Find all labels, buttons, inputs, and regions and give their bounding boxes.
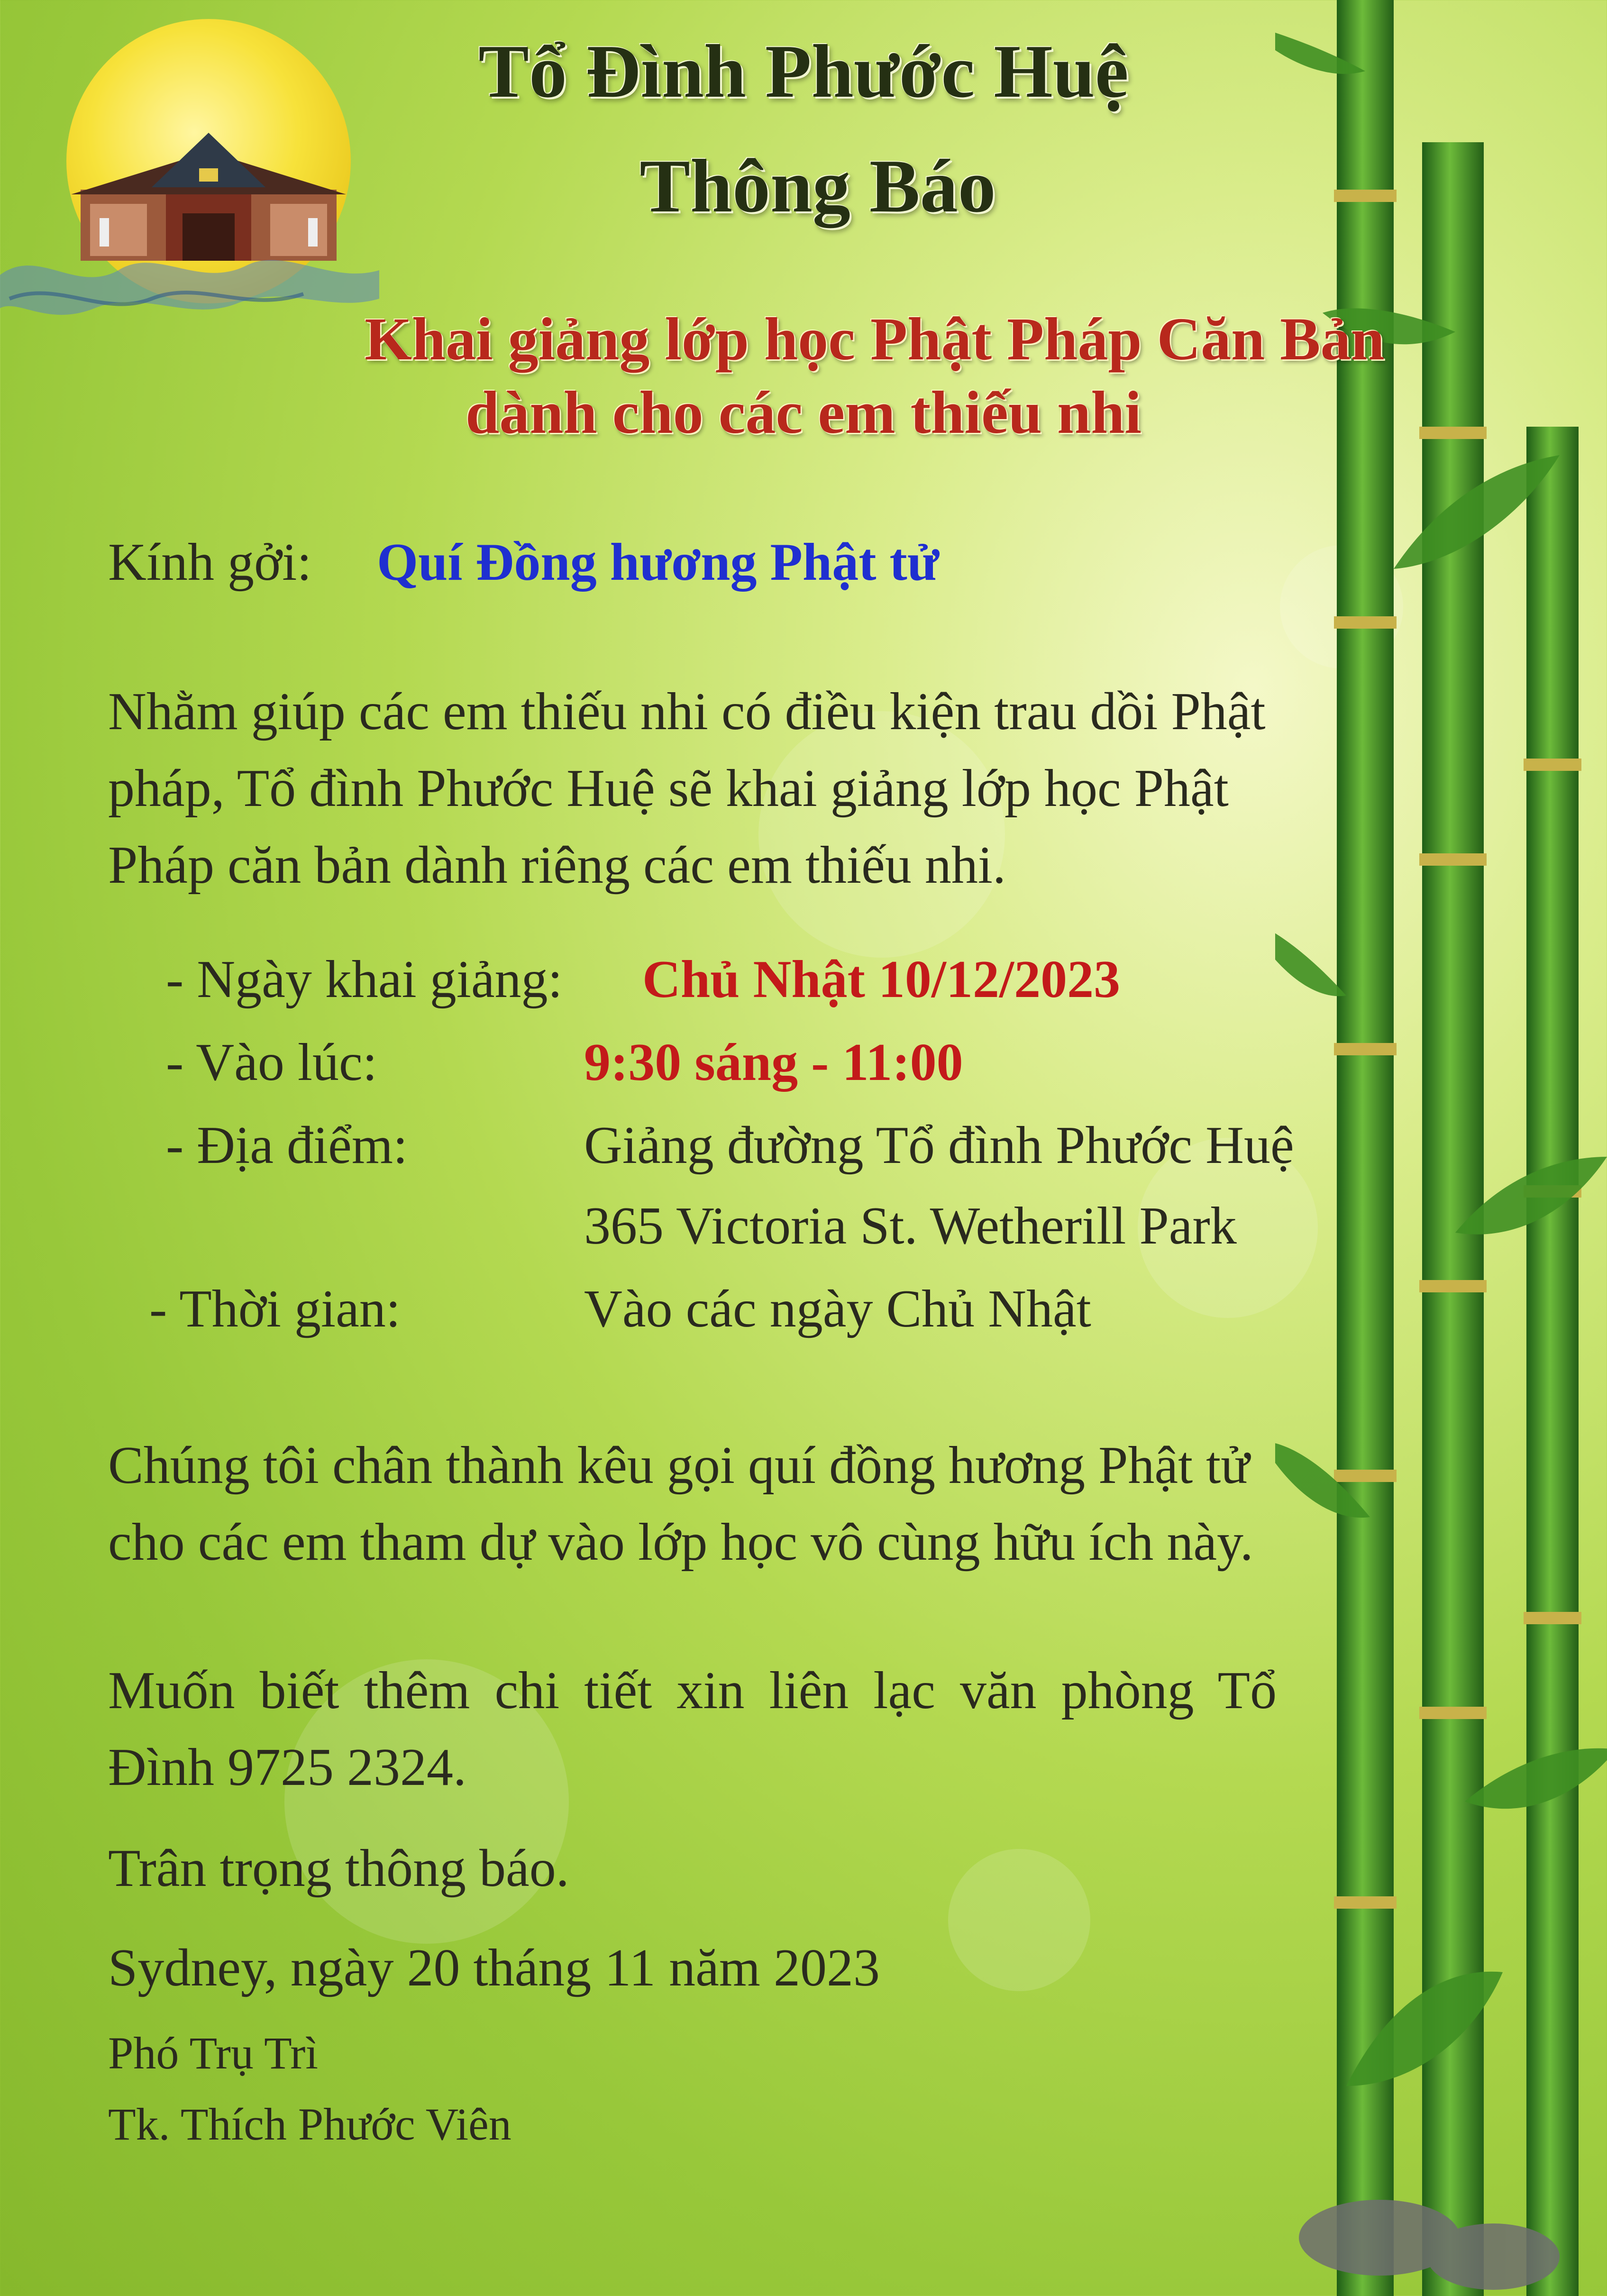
schedule-label: - Thời gian: [149,1280,401,1338]
opening-date-label: - Ngày khai giảng: [166,950,563,1009]
intro-line-2: pháp, Tổ đình Phước Huệ sẽ khai giảng lớp học Phật [108,759,1229,818]
intro-line-3: Pháp căn bản dành riêng các em thiếu nhi. [108,836,1006,895]
place-label: - Địa điểm: [166,1116,408,1175]
date-line: Sydney, ngày 20 tháng 11 năm 2023 [108,1939,880,1997]
contact-line-1: Muốn biết thêm chi tiết xin liên lạc văn phòng Tổ [108,1661,1277,1720]
subtitle-line-1: Khai giảng lớp học Phật Pháp Căn Bản [365,305,1385,373]
notice-title: Thông Báo [639,144,996,228]
time-label: - Vào lúc: [166,1033,377,1092]
intro-line-1: Nhằm giúp các em thiếu nhi có điều kiện trau dồi Phật [108,682,1266,741]
closing-text: Trân trọng thông báo. [108,1839,569,1898]
place-value-line-2: 365 Victoria St. Wetherill Park [584,1197,1237,1255]
place-value-line-1: Giảng đường Tổ đình Phước Huệ [584,1116,1294,1175]
opening-date-value: Chủ Nhật 10/12/2023 [642,950,1121,1009]
appeal-line-1: Chúng tôi chân thành kêu gọi quí đồng hương Phật tử [108,1436,1250,1495]
subtitle-line-2: dành cho các em thiếu nhi [466,379,1141,446]
contact-line-2: Đình 9725 2324. [108,1738,466,1797]
signature-name: Tk. Thích Phước Viên [108,2099,511,2150]
schedule-value: Vào các ngày Chủ Nhật [584,1280,1091,1338]
signature-role: Phó Trụ Trì [108,2028,319,2078]
bokeh-circle [948,1849,1090,1991]
appeal-line-2: cho các em tham dự vào lớp học vô cùng hữu ích này. [108,1513,1253,1572]
greeting-recipient: Quí Đồng hương Phật tử [377,533,940,592]
time-value: 9:30 sáng - 11:00 [584,1033,963,1092]
greeting-label: Kính gởi: [108,533,312,592]
temple-name-title: Tổ Đình Phước Huệ [478,29,1129,113]
